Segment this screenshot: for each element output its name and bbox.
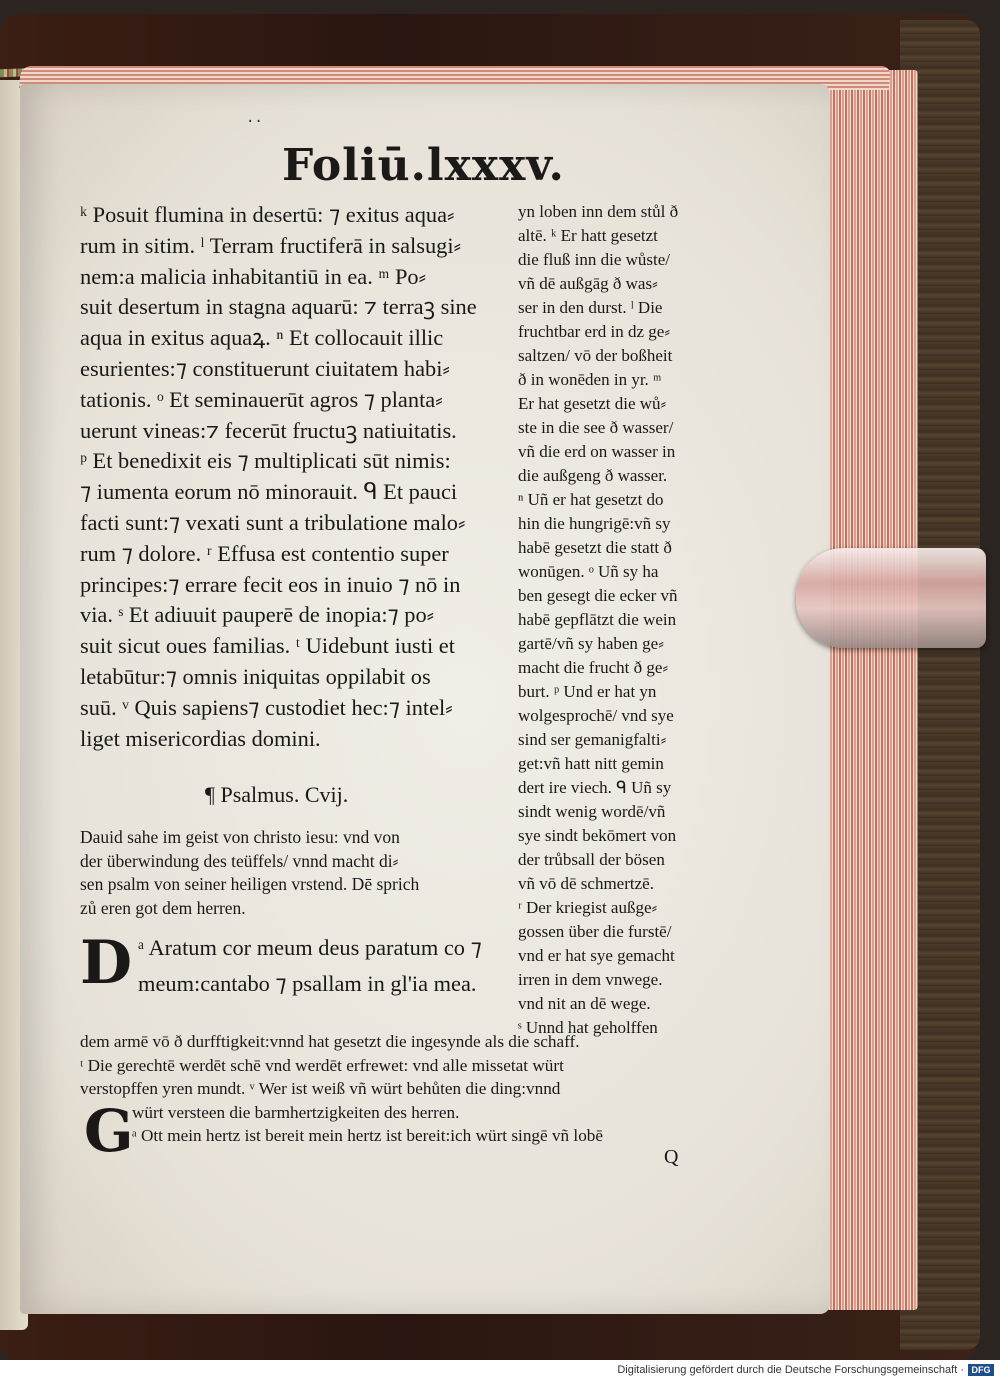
full-width-line: dem armē vō ð durfftigkeit:vnnd hat gesetzt die ingesynde als die schaff.	[80, 1032, 580, 1051]
german-line: get:vñ hatt nitt gemin	[518, 754, 664, 773]
latin-line: letabūtur:⁊ omnis iniquitas oppilabit os	[80, 663, 431, 689]
latin-line: via. ˢ Et adiuuit pauperē de inopia:⁊ po⸗	[80, 602, 435, 628]
german-line: vñ die erd on wasser in	[518, 442, 676, 461]
catchword: Q	[664, 1146, 679, 1168]
german-line: saltzen/ vō der boßheit	[518, 346, 673, 365]
intro-line: sen psalm von seiner heiligen vrstend. Dē sprich	[80, 874, 420, 894]
german-line: sindt wenig wordē/vñ	[518, 802, 666, 821]
psalm-line: ᵃ Aratum cor meum deus paratum co ⁊	[138, 935, 482, 960]
initial-letter-g: G	[84, 1097, 134, 1165]
latin-line: facti sunt:⁊ vexati sunt a tribulatione malo⸗	[80, 509, 466, 535]
german-line: gartē/vñ sy haben ge⸗	[518, 634, 664, 653]
footer-credit: Digitalisierung gefördert durch die Deutsche Forschungsgemeinschaft ·	[617, 1364, 964, 1376]
german-line: Er hat gesetzt die wů⸗	[518, 394, 667, 413]
german-line: der trůbsall der bösen	[518, 850, 665, 869]
latin-line: esurientes:⁊ constituerunt ciuitatem habi⸗	[80, 355, 450, 381]
german-line: ˢ Unnd hat geholffen	[518, 1018, 658, 1037]
german-line: dert ire viech. ᑫ Uñ sy	[518, 778, 672, 797]
latin-line: liget misericordias domini.	[80, 725, 321, 751]
latin-line: rum ⁊ dolore. ʳ Effusa est contentio super	[80, 540, 449, 566]
german-line: die fluß inn die wůste/	[518, 250, 671, 269]
latin-line: aqua in exitus aquaꝝ. ⁿ Et collocauit illic	[80, 325, 444, 351]
psalm-intro	[80, 826, 510, 920]
full-width-line: ᵃ Ott mein hertz ist bereit mein hertz ist bereit:ich würt singē vñ lobē	[132, 1126, 604, 1145]
german-line: hin die hungrigē:vñ sy	[518, 514, 671, 533]
german-line: yn loben inn dem stůl ð	[518, 202, 679, 221]
german-line: altē. ᵏ Er hatt gesetzt	[518, 226, 658, 245]
german-line: ben gesegt die ecker vñ	[518, 586, 678, 605]
german-line: ʳ Der kriegist außge⸗	[518, 898, 658, 917]
psalm-opening	[80, 930, 520, 1002]
intro-line: der überwindung des teüffels/ vnnd macht di⸗	[80, 850, 399, 871]
folio-header: Foliū.lxxxv.	[282, 140, 565, 191]
initial-letter-d: D	[80, 928, 133, 998]
latin-text-column	[80, 200, 510, 754]
german-line: die außgeng ð wasser.	[518, 466, 668, 485]
german-line: ser in den durst. ˡ Die	[518, 298, 663, 317]
psalm-heading: ¶ Psalmus. Cvij.	[205, 782, 349, 807]
german-line: gossen über die furstē/	[518, 922, 672, 941]
german-line: wonūgen. ᵒ Uñ sy ha	[518, 562, 659, 581]
latin-line: principes:⁊ errare fecit eos in inuio ⁊ nō in	[80, 571, 461, 597]
full-width-line: verstopffen yren mundt. ᵛ Wer ist weiß vñ würt behůten die ding:vnnd	[80, 1079, 561, 1098]
german-line: vnd nit an dē wege.	[518, 994, 651, 1013]
full-width-text	[80, 1030, 740, 1148]
german-line: irren in dem vnwege.	[518, 970, 663, 989]
full-width-line: ᵗ Die gerechtē werdēt schē vnd werdēt erfrewet: vnd alle missetat würt	[80, 1055, 564, 1075]
german-line: ste in die see ð wasser/	[518, 418, 674, 437]
german-line: sye sindt bekōmert von	[518, 826, 677, 845]
latin-line: rum in sitim. ˡ Terram fructiferā in salsugi⸗	[80, 232, 462, 258]
german-line: vnd er hat sye gemacht	[518, 946, 675, 965]
intro-line: zů eren got dem herren.	[80, 897, 246, 918]
glass-page-weight	[796, 548, 986, 648]
german-line: habē gepflātzt die wein	[518, 610, 677, 629]
top-mark: ..	[246, 110, 263, 126]
german-text-column	[518, 200, 733, 1040]
latin-line: tationis. ᵒ Et seminauerūt agros ⁊ planta⸗	[80, 386, 443, 412]
german-line: sind ser gemanigfalti⸗	[518, 730, 667, 749]
latin-line: ⁊ iumenta eorum nō minorauit. ᑫ Et pauci	[80, 479, 458, 505]
full-width-line: würt versteen die barmhertzigkeiten des herren.	[132, 1102, 460, 1122]
german-line: wolgesprochē/ vnd sye	[518, 706, 674, 725]
latin-line: nem:a malicia inhabitantiū in ea. ᵐ Po⸗	[80, 263, 427, 289]
latin-line: suit desertum in stagna aquarū: ⁊ terraꝫ sine	[80, 294, 477, 320]
latin-line: suū. ᵛ Quis sapiens⁊ custodiet hec:⁊ intel⸗	[80, 694, 453, 720]
german-line: ⁿ Uñ er hat gesetzt do	[518, 490, 664, 509]
german-line: vñ vō dē schmertzē.	[518, 874, 654, 893]
latin-line: uerunt vineas:⁊ fecerūt fructuꝫ natiuitatis.	[80, 417, 457, 443]
german-line: macht die frucht ð ge⸗	[518, 658, 669, 677]
german-line: vñ dē außgāg ð was⸗	[518, 274, 658, 293]
latin-line: ᵖ Et benedixit eis ⁊ multiplicati sūt nimis:	[80, 448, 451, 474]
german-line: ð in wonēden in yr. ᵐ	[518, 370, 662, 389]
latin-line: suit sicut oues familias. ᵗ Uidebunt iusti et	[80, 633, 455, 659]
page-block-edges	[818, 70, 918, 1310]
german-line: habē gesetzt die statt ð	[518, 538, 672, 557]
psalm-line: meum:cantabo ⁊ psallam in gl'ia mea.	[138, 971, 477, 996]
german-line: fruchtbar erd in dz ge⸗	[518, 322, 670, 341]
latin-line: ᵏ Posuit flumina in desertū: ⁊ exitus aqua⸗	[80, 202, 455, 227]
german-line: burt. ᵖ Und er hat yn	[518, 682, 657, 701]
intro-line: Dauid sahe im geist von christo iesu: vnd von	[80, 827, 400, 847]
dfg-logo: DFG	[968, 1364, 994, 1376]
